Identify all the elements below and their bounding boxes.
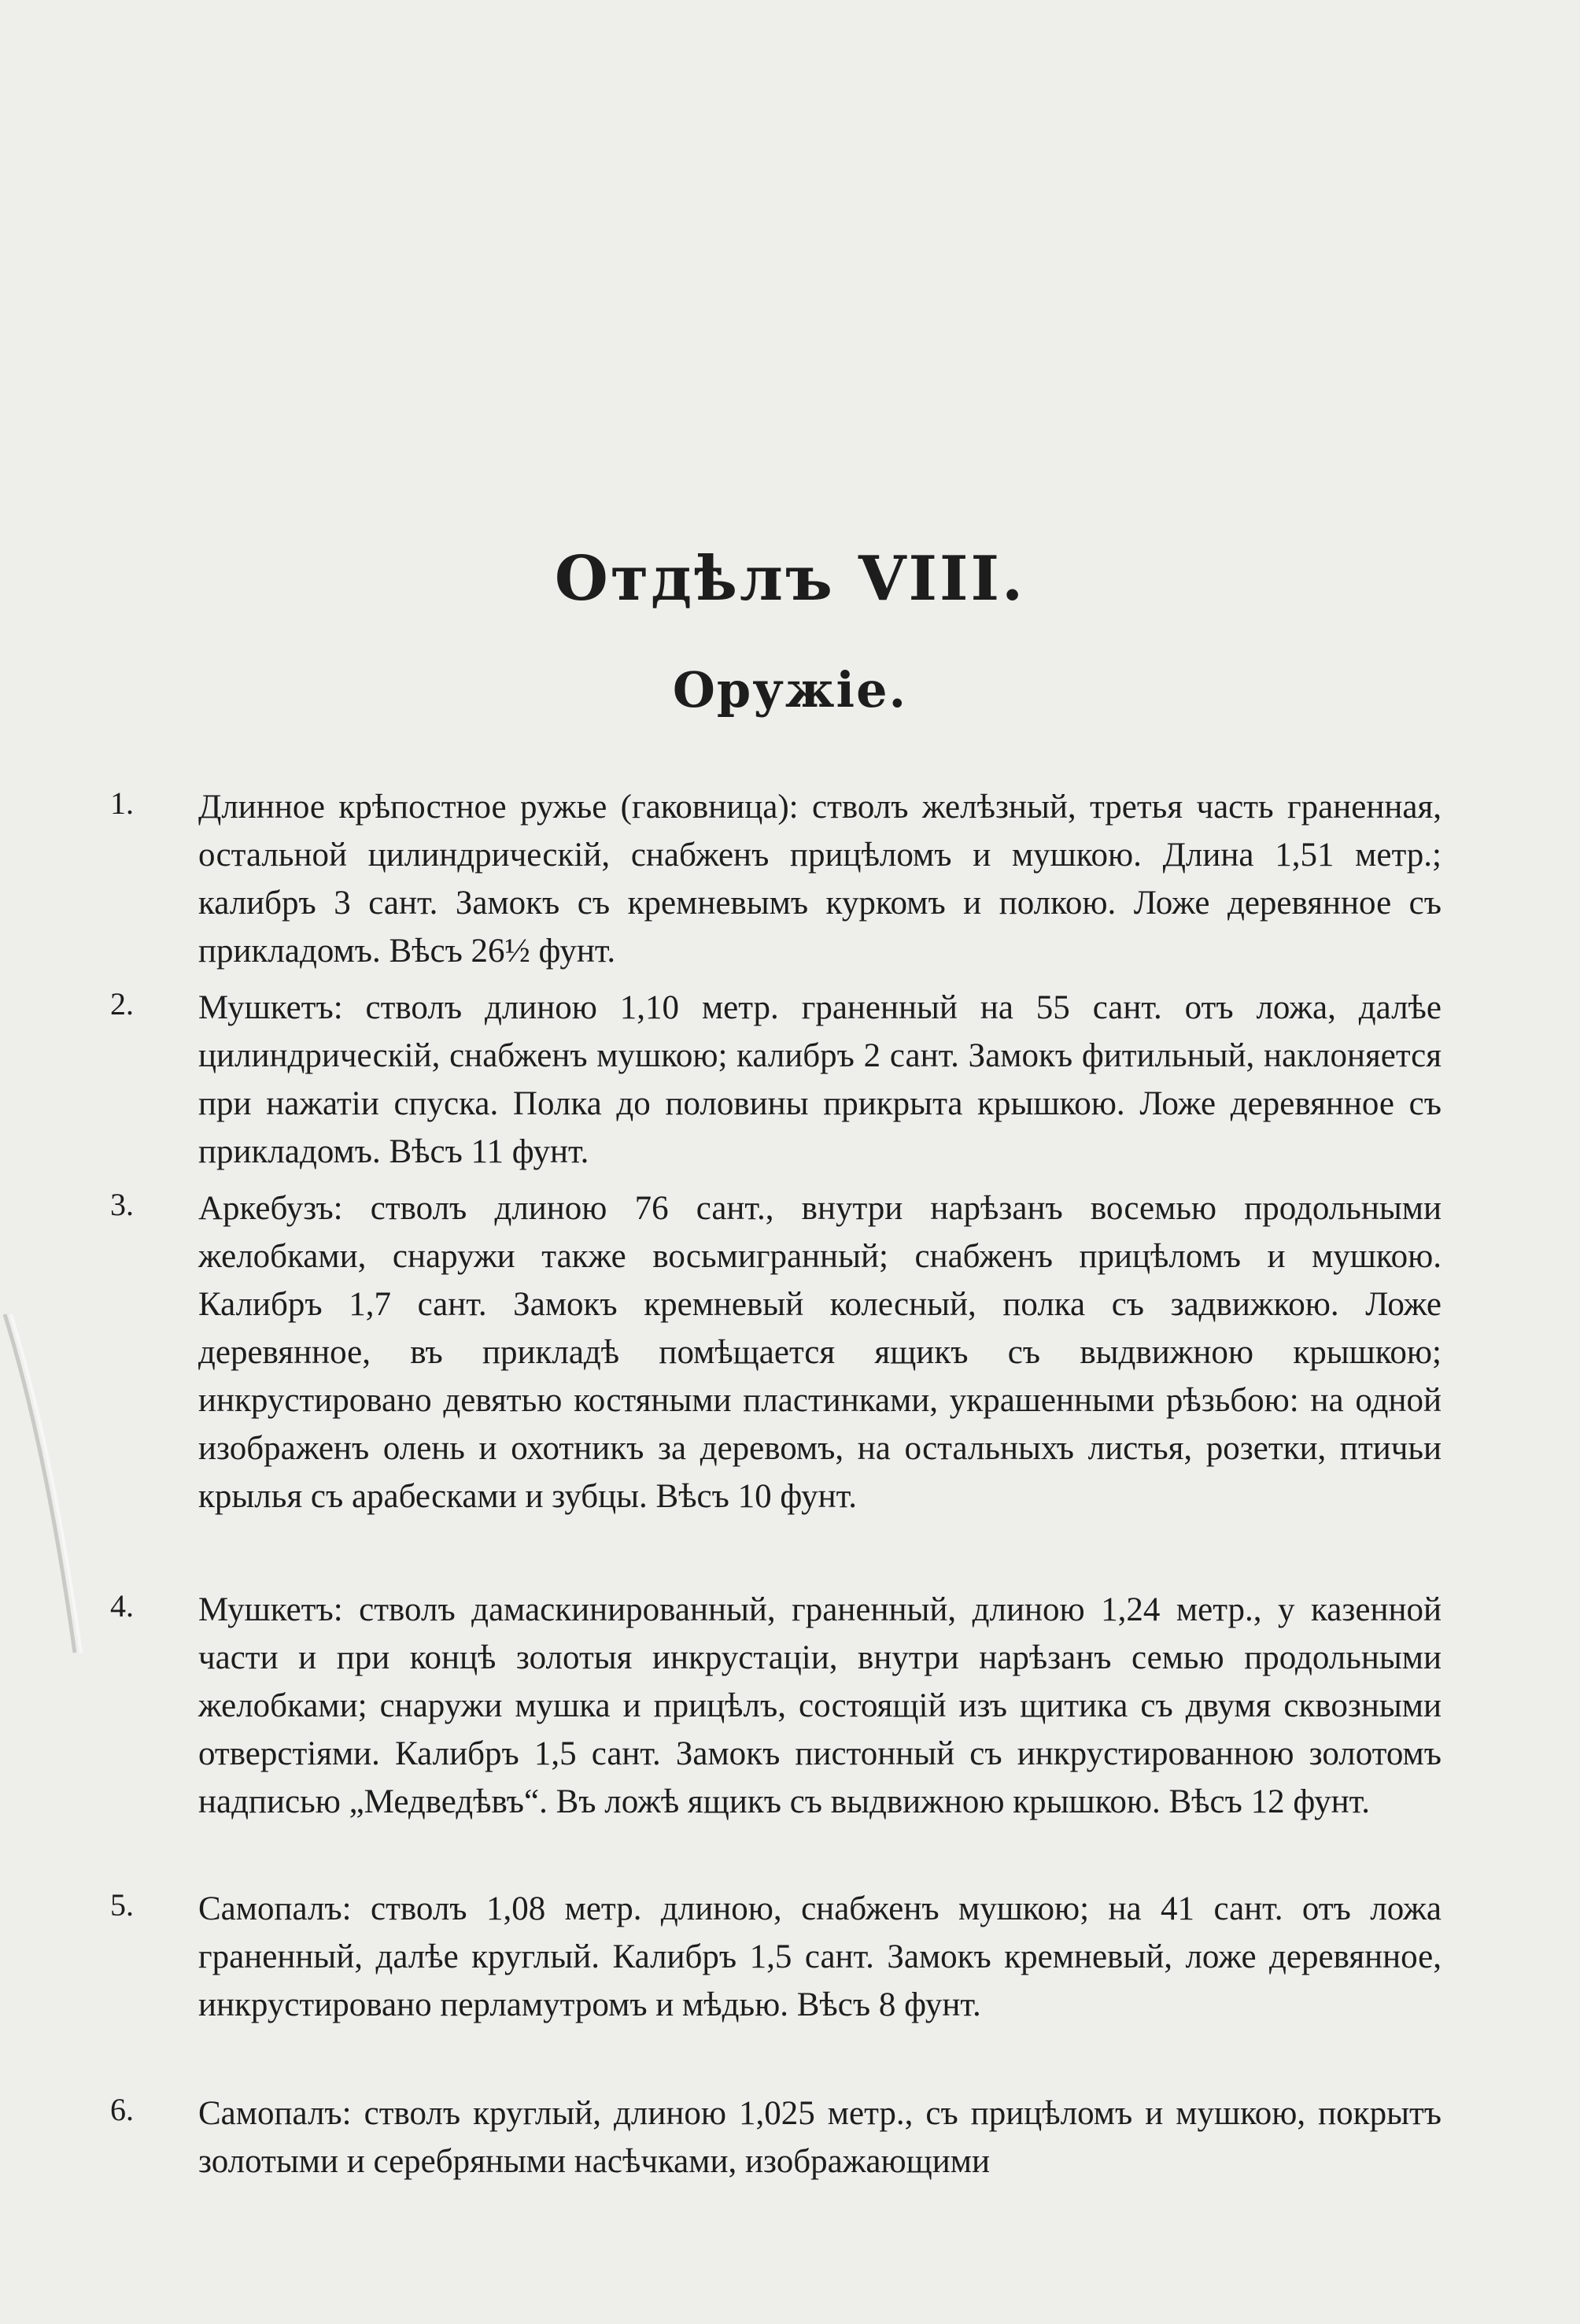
entry-number: 2.: [110, 986, 134, 1022]
entry-number: 1.: [110, 785, 134, 821]
catalog-entry-2: [110, 984, 1479, 1176]
paper-fold-mark: [0, 1306, 94, 1668]
entry-number: 5.: [110, 1887, 134, 1923]
catalog-entry-3: [110, 1184, 1479, 1520]
catalog-entry-6: [110, 2089, 1479, 2185]
entry-number: 3.: [110, 1187, 134, 1222]
entry-text: Длинное крѣпостное ружье (гаковница): стволъ желѣзный, третья часть граненная, остальной цилиндрическій, снабженъ прицѣломъ и мушкою. Длина 1,51 метр.; калибръ 3 сант. Замокъ съ кремневымъ куркомъ и полкою. Ложе деревянное съ прикладомъ. Вѣсъ 26½ фунт.: [198, 789, 1442, 970]
entry-text: Аркебузъ: стволъ длиною 76 сант., внутри нарѣзанъ восемью продольными желобками, снаружи также восьмигранный; снабженъ прицѣломъ и мушкою. Калибръ 1,7 сант. Замокъ кремневый колесный, полка съ задвижкою. Ложе деревянное, въ прикладѣ помѣщается ящикъ съ выдвижною крышкою; инкрустировано девятью костяными пластинками, украшенными рѣзьбою: на одной изображенъ олень и охотникъ за деревомъ, на остальныхъ листья, розетки, птичьи крылья съ арабесками и зубцы. Вѣсъ 10 фунт.: [198, 1190, 1442, 1515]
catalog-entry-1: [110, 783, 1479, 975]
section-subtitle: Оружіе.: [672, 661, 908, 719]
entry-number: 4.: [110, 1588, 134, 1624]
entry-text: Мушкетъ: стволъ дамаскинированный, граненный, длиною 1,24 метр., у казенной части и при концѣ золотыя инкрустаціи, внутри нарѣзанъ семью продольными желобками; снаружи мушка и прицѣлъ, состоящій изъ щитика съ двумя сквозными отверстіями. Калибръ 1,5 сант. Замокъ пистонный съ инкрустированною золотомъ надписью „Медведѣвъ“. Въ ложѣ ящикъ съ выдвижною крышкою. Вѣсъ 12 фунт.: [198, 1591, 1442, 1820]
entry-text: Самопалъ: стволъ круглый, длиною 1,025 метр., съ прицѣломъ и мушкою, покрытъ золотыми и серебряными насѣчками, изображающими: [198, 2095, 1442, 2180]
entry-text: Самопалъ: стволъ 1,08 метр. длиною, снабженъ мушкою; на 41 сант. отъ ложа граненный, далѣе круглый. Калибръ 1,5 сант. Замокъ кремневый, ложе деревянное, инкрустировано перламутромъ и мѣдью. Вѣсъ 8 фунт.: [198, 1890, 1442, 2023]
catalog-entry-5: [110, 1885, 1479, 2029]
entry-number: 6.: [110, 2092, 134, 2127]
catalog-entry-4: [110, 1586, 1479, 1826]
section-title: Отдѣлъ VIII.: [554, 543, 1026, 615]
entry-text: Мушкетъ: стволъ длиною 1,10 метр. граненный на 55 сант. отъ ложа, далѣе цилиндрическій, снабженъ мушкою; калибръ 2 сант. Замокъ фитильный, наклоняется при нажатіи спуска. Полка до половины прикрыта крышкою. Ложе деревянное съ прикладомъ. Вѣсъ 11 фунт.: [198, 989, 1442, 1170]
